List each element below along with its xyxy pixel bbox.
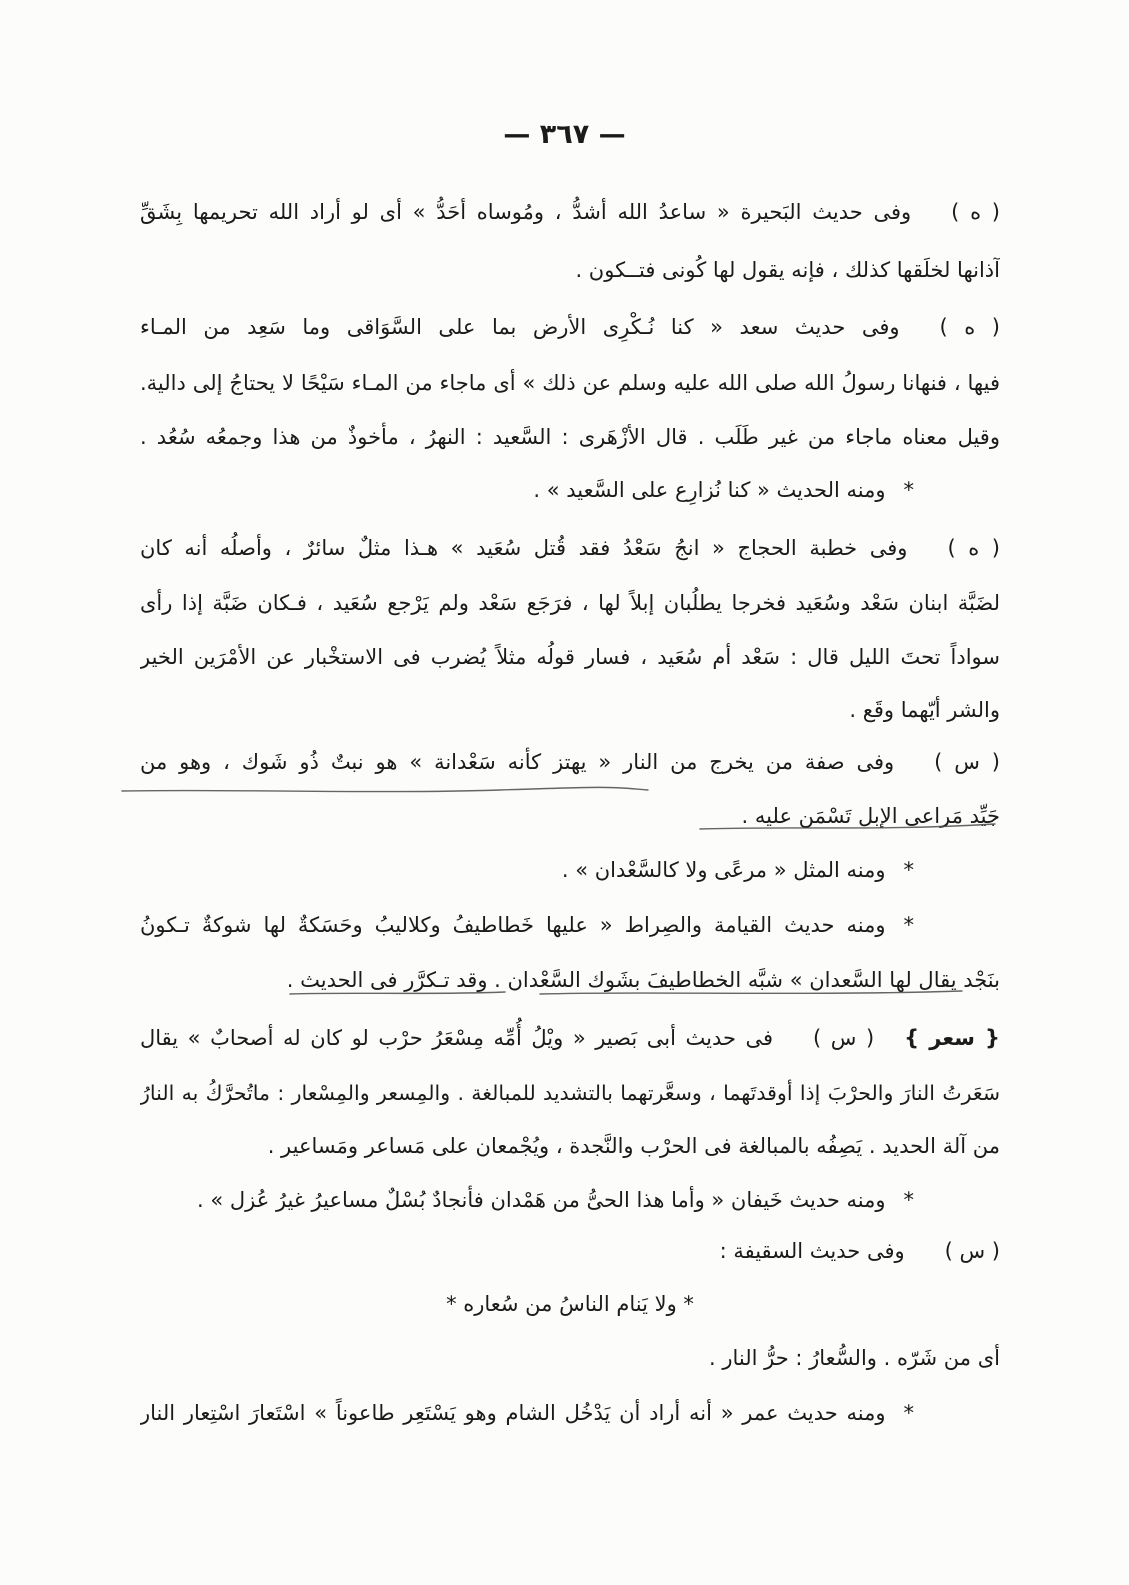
text-line: [140, 1016, 1000, 1060]
text-line: [140, 635, 1000, 679]
line-text: ومنه حديث خَيفان « وأما هذا الحىُّ من هَمْدان فأنجادٌ بُسْلٌ مساعيرُ غيرُ عُزل » .: [197, 1188, 886, 1212]
text-line: [140, 688, 1000, 732]
line-text: ومنه الحديث « كنا نُزارِع على السَّعيد » .: [533, 478, 886, 502]
star-marker: *: [903, 1401, 914, 1425]
line-text: لضَبَّة ابنان سَعْد وسُعَيد فخرجا يطلُبان إبلاً لها ، فرَجَع سَعْد ولم يَرْجع سُعَيد ، فـكان ضَبَّة إذا رأى: [140, 591, 1000, 615]
text-line: [140, 1071, 1000, 1115]
line-text: فيها ، فنهانا رسولُ الله صلى الله عليه وسلم عن ذلك » أى ماجاء من المـاء سَيْحًا لا يحتاجُ إلى دالية.: [140, 371, 1000, 395]
text-line: [140, 468, 1000, 512]
source-marker: ( س ): [944, 1239, 1000, 1263]
text-line: [140, 305, 1000, 349]
line-text: فى حديث أبى بَصير « ويْلُ أُمِّه مِسْعَرُ حرْب لو كان له أصحابٌ » يقال: [140, 1026, 774, 1050]
line-text: وقيل معناه ماجاء من غير طَلَب . قال الأزْهَرى : السَّعيد : النهرُ ، مأخوذٌ من هذا وجمعُه سُعُد .: [140, 425, 1000, 449]
text-line: [140, 740, 1000, 784]
source-marker: ( س ): [934, 750, 1000, 774]
source-marker: ( س ): [813, 1026, 875, 1050]
line-text: ومنه حديث القيامة والصِراط « عليها خَطاطيفُ وكلاليبُ وحَسَكةٌ لها شوكةٌ تـكونُ: [140, 913, 886, 937]
source-marker: ( ه ): [951, 200, 1000, 224]
text-line: [140, 794, 1000, 838]
star-marker: *: [903, 858, 914, 882]
source-marker: ( ه ): [939, 315, 1000, 339]
line-text: والشر أيّهما وقَع .: [849, 698, 1000, 722]
text-line: [140, 1124, 1000, 1168]
line-text: سواداً تحتَ الليل قال : سَعْد أم سُعَيد ، فسار قولُه مثلاً يُضرب فى الاستخْبار عن الأمْرَين الخير: [140, 645, 1000, 669]
text-line: [140, 415, 1000, 459]
text-line: [140, 361, 1000, 405]
text-line: [140, 248, 1000, 292]
pen-underline: [122, 787, 648, 791]
page-number: — ٣٦٧ —: [503, 119, 626, 150]
line-text: جَيِّد مَراعى الإبل تَسْمَن عليه .: [741, 804, 1000, 828]
text-line: [140, 1229, 1000, 1273]
text-line: [140, 1178, 1000, 1222]
line-text: وفى حديث البَحيرة « ساعدُ الله أشدُّ ، ومُوساه أحَدُّ » أى لو أراد الله تحريمها بِشَقِّ: [140, 200, 912, 224]
line-text: ومنه المثل « مرعًى ولا كالسَّعْدان » .: [561, 858, 886, 882]
line-text: آذانها لخلَقها كذلك ، فإنه يقول لها كُونى فتــكون .: [575, 258, 1000, 282]
text-line: [140, 1391, 1000, 1435]
line-text: بنَجْد يقال لها السَّعدان » شبَّه الخطاطيفَ بشَوك السَّعْدان . وقد تـكرَّر فى الحديث .: [286, 968, 1000, 992]
line-text: سَعَرتُ النارَ والحرْبَ إذا أوقدتَهما ، وسعَّرتهما بالتشديد للمبالغة . والمِسعر والمِسْعار : ماتُحرَّكُ به النارُ: [140, 1081, 1000, 1105]
text-line: [140, 903, 1000, 947]
verse-line: [140, 1282, 1000, 1326]
text-line: [140, 526, 1000, 570]
line-text: وفى خطبة الحجاج « انجُ سَعْدُ فقد قُتل سُعَيد » هـذا مثلٌ سائرٌ ، وأصلُه أنه كان: [140, 536, 908, 560]
star-marker: *: [903, 1188, 914, 1212]
line-text: وفى حديث السقيفة :: [719, 1239, 905, 1263]
star-marker: *: [903, 913, 914, 937]
line-text: وفى صفة من يخرج من النار « يهتز كأنه سَعْدانة » هو نبتٌ ذُو شَوك ، وهو من: [140, 750, 895, 774]
line-text: * ولا يَنام الناسُ من سُعاره *: [446, 1292, 694, 1316]
source-marker: ( ه ): [947, 536, 1000, 560]
line-text: من آلة الحديد . يَصِفُه بالمبالغة فى الحرْب والنَّجدة ، ويُجْمعان على مَساعر ومَساعير .: [267, 1134, 1000, 1158]
star-marker: *: [903, 478, 914, 502]
text-line: [140, 190, 1000, 234]
root-heading: { سعر }: [904, 1026, 1000, 1050]
text-line: [140, 958, 1000, 1002]
line-text: ومنه حديث عمر « أنه أراد أن يَدْخُل الشام وهو يَسْتَعِر طاعوناً » اسْتَعارَ اسْتِعار النار: [140, 1401, 886, 1425]
line-text: وفى حديث سعد « كنا نُـكْرِى الأرض بما على السَّوَاقى وما سَعِد من المـاء: [140, 315, 900, 339]
line-text: أى من شَرّه . والسُّعارُ : حرُّ النار .: [709, 1346, 1000, 1370]
text-line: [140, 848, 1000, 892]
text-line: [140, 581, 1000, 625]
text-line: [140, 1336, 1000, 1380]
